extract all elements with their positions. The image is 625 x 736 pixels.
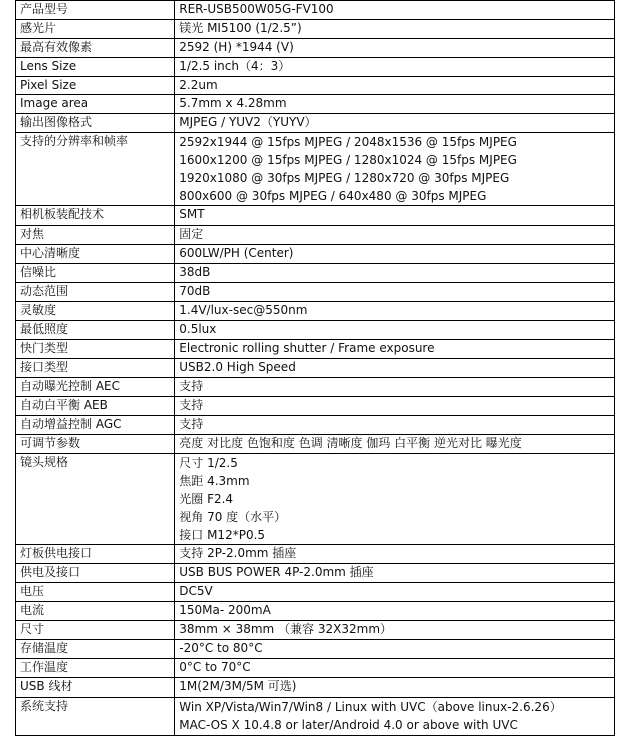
spec-value-line: 亮度 对比度 色饱和度 色调 清晰度 伽玛 白平衡 逆光对比 曝光度 <box>179 435 522 450</box>
spec-row <box>16 639 615 658</box>
spec-value-line: 光圈 F2.4 <box>179 491 234 506</box>
spec-value <box>175 697 615 735</box>
spec-value <box>175 225 615 244</box>
spec-label: 最低照度 <box>16 320 175 339</box>
spec-row <box>16 95 615 114</box>
spec-value-line: 600LW/PH (Center) <box>179 245 294 260</box>
spec-value-line: 1M(2M/3M/5M 可选) <box>179 678 297 693</box>
spec-value <box>175 620 615 639</box>
spec-label: 对焦 <box>16 225 175 244</box>
spec-value-line: 38mm × 38mm （兼容 32X32mm） <box>179 621 393 636</box>
spec-row <box>16 434 615 453</box>
spec-value <box>175 95 615 114</box>
spec-table-body <box>16 1 615 736</box>
spec-label: 灯板供电接口 <box>16 544 175 563</box>
spec-label: 产品型号 <box>16 1 175 20</box>
spec-row <box>16 301 615 320</box>
spec-row <box>16 601 615 620</box>
spec-value <box>175 263 615 282</box>
spec-value <box>175 544 615 563</box>
spec-value-line: 1/2.5 inch（4：3） <box>179 58 291 73</box>
spec-value <box>175 453 615 544</box>
spec-row <box>16 57 615 76</box>
spec-label: USB 线材 <box>16 677 175 697</box>
spec-label: 中心清晰度 <box>16 244 175 263</box>
spec-value <box>175 358 615 377</box>
spec-row <box>16 544 615 563</box>
spec-row <box>16 563 615 582</box>
spec-value <box>175 1 615 20</box>
spec-value <box>175 639 615 658</box>
spec-label: 系统支持 <box>16 697 175 735</box>
spec-value-line: 2592x1944 @ 15fps MJPEG / 2048x1536 @ 15fps MJPEG <box>179 134 517 149</box>
spec-value <box>175 320 615 339</box>
spec-row <box>16 377 615 396</box>
spec-value <box>175 113 615 132</box>
spec-value <box>175 282 615 301</box>
spec-label: 镜头规格 <box>16 453 175 544</box>
spec-value <box>175 677 615 697</box>
spec-label: 动态范围 <box>16 282 175 301</box>
spec-value-line: DC5V <box>179 583 213 598</box>
spec-row <box>16 396 615 415</box>
spec-value-line: 0°C to 70°C <box>179 659 251 674</box>
spec-label: 工作温度 <box>16 658 175 677</box>
spec-value <box>175 244 615 263</box>
spec-value-line: 1.4V/lux-sec@550nm <box>179 302 308 317</box>
spec-value-line: Win XP/Vista/Win7/Win8 / Linux with UVC（above linux-2.6.26） <box>179 699 562 714</box>
spec-row <box>16 677 615 697</box>
spec-row <box>16 453 615 544</box>
spec-label: 相机板装配技术 <box>16 205 175 225</box>
spec-row <box>16 582 615 601</box>
spec-row <box>16 358 615 377</box>
spec-value <box>175 19 615 38</box>
spec-value <box>175 76 615 95</box>
spec-value <box>175 377 615 396</box>
spec-label: 自动曝光控制 AEC <box>16 377 175 396</box>
spec-value-line: 38dB <box>179 264 211 279</box>
spec-row <box>16 339 615 358</box>
spec-label: 可调节参数 <box>16 434 175 453</box>
spec-value-line: 2.2um <box>179 77 218 92</box>
spec-label: 自动白平衡 AEB <box>16 396 175 415</box>
spec-row <box>16 19 615 38</box>
spec-value-line: 5.7mm x 4.28mm <box>179 96 287 110</box>
spec-value-line: 1920x1080 @ 30fps MJPEG / 1280x720 @ 30fps MJPEG <box>179 170 510 185</box>
spec-label: 供电及接口 <box>16 563 175 582</box>
spec-value-line: Electronic rolling shutter / Frame exposure <box>179 340 435 355</box>
spec-value-line: 支持 <box>179 416 204 431</box>
spec-value-line: 视角 70 度（水平） <box>179 509 287 524</box>
spec-label: 接口类型 <box>16 358 175 377</box>
spec-row <box>16 1 615 20</box>
spec-value <box>175 658 615 677</box>
spec-value <box>175 415 615 434</box>
spec-row <box>16 320 615 339</box>
spec-label: 尺寸 <box>16 620 175 639</box>
spec-label: 支持的分辨率和帧率 <box>16 132 175 205</box>
spec-row <box>16 263 615 282</box>
spec-row <box>16 76 615 95</box>
spec-value-line: 0.5lux <box>179 321 217 336</box>
spec-value-line: 150Ma- 200mA <box>179 602 271 617</box>
spec-value-line: 800x600 @ 30fps MJPEG / 640x480 @ 30fps MJPEG <box>179 188 487 203</box>
spec-label: 感光片 <box>16 19 175 38</box>
spec-table <box>15 0 615 736</box>
spec-label: 最高有效像素 <box>16 38 175 57</box>
spec-row <box>16 415 615 434</box>
spec-value-line: 固定 <box>179 226 204 241</box>
spec-value-line: 1600x1200 @ 15fps MJPEG / 1280x1024 @ 15fps MJPEG <box>179 152 517 167</box>
spec-row <box>16 38 615 57</box>
spec-value <box>175 396 615 415</box>
spec-value-line: MJPEG / YUV2（YUYV） <box>179 114 317 129</box>
spec-row <box>16 620 615 639</box>
spec-value-line: 焦距 4.3mm <box>179 473 250 488</box>
spec-label: 自动增益控制 AGC <box>16 415 175 434</box>
spec-row <box>16 225 615 244</box>
spec-value <box>175 434 615 453</box>
spec-value-line: 支持 <box>179 378 204 393</box>
spec-value-line: 70dB <box>179 283 211 298</box>
spec-row <box>16 658 615 677</box>
spec-value-line: USB2.0 High Speed <box>179 359 296 374</box>
spec-value-line: 尺寸 1/2.5 <box>179 455 238 470</box>
spec-label: 电压 <box>16 582 175 601</box>
spec-value-line: USB BUS POWER 4P-2.0mm 插座 <box>179 564 374 579</box>
spec-label: 灵敏度 <box>16 301 175 320</box>
spec-value-line: RER-USB500W05G-FV100 <box>179 2 334 16</box>
spec-label: Lens Size <box>16 57 175 76</box>
spec-value-line: SMT <box>179 206 205 221</box>
spec-value-line: 接口 M12*P0.5 <box>179 527 266 542</box>
spec-label: 信噪比 <box>16 263 175 282</box>
spec-label: Pixel Size <box>16 76 175 95</box>
spec-value-line: -20°C to 80°C <box>179 640 263 655</box>
spec-value-line: MAC-OS X 10.4.8 or later/Android 4.0 or above with UVC <box>179 717 518 732</box>
spec-value-line: 支持 <box>179 397 204 412</box>
spec-value <box>175 601 615 620</box>
spec-value <box>175 563 615 582</box>
spec-label: 快门类型 <box>16 339 175 358</box>
spec-row <box>16 244 615 263</box>
spec-value <box>175 38 615 57</box>
spec-value <box>175 339 615 358</box>
spec-value-line: 镁光 MI5100 (1/2.5”) <box>179 20 302 35</box>
spec-row <box>16 205 615 225</box>
spec-row <box>16 132 615 205</box>
spec-value <box>175 205 615 225</box>
spec-value-line: 2592 (H) *1944 (V) <box>179 39 294 54</box>
spec-row <box>16 113 615 132</box>
spec-value-line: 支持 2P-2.0mm 插座 <box>179 545 297 560</box>
spec-value <box>175 582 615 601</box>
spec-label: Image area <box>16 95 175 114</box>
spec-value <box>175 57 615 76</box>
spec-label: 输出图像格式 <box>16 113 175 132</box>
spec-row <box>16 282 615 301</box>
spec-label: 存储温度 <box>16 639 175 658</box>
spec-label: 电流 <box>16 601 175 620</box>
spec-row <box>16 697 615 735</box>
spec-value <box>175 132 615 205</box>
spec-value <box>175 301 615 320</box>
